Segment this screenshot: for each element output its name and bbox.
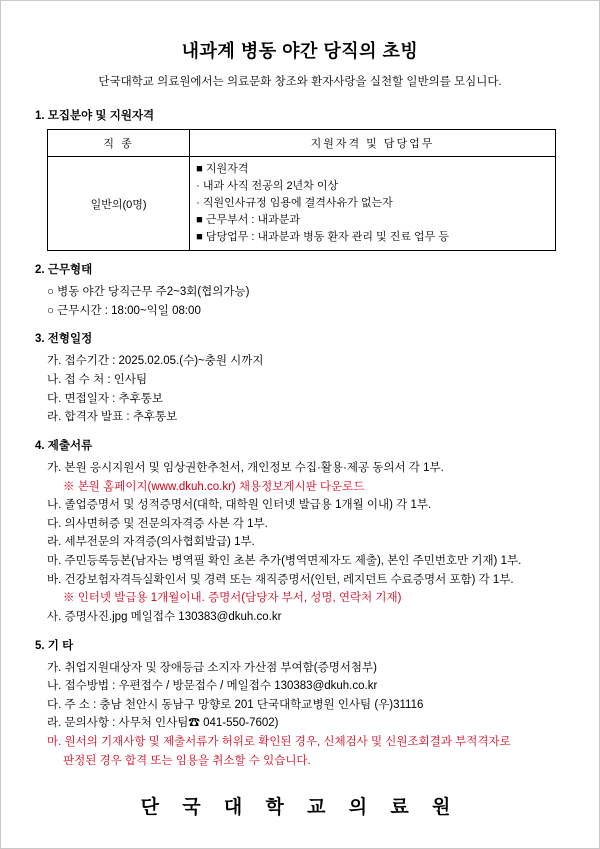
column-header-duty: 지원자격 및 담당업무 <box>190 130 556 157</box>
duty-line: · 내과 사직 전공의 2년차 이상 <box>196 180 339 193</box>
etc-list <box>47 659 565 771</box>
schedule-list <box>47 352 565 427</box>
documents-list <box>47 459 565 627</box>
duty-line: ■ 근무부서 : 내과분과 <box>196 214 301 227</box>
list-item: 가. 본원 응시지원서 및 임상권한추천서, 개인정보 수집·활용·제공 동의서 각 1부. <box>47 461 444 474</box>
section-schedule <box>35 330 565 427</box>
section-heading: 1. 모집분야 및 지원자격 <box>35 110 155 122</box>
list-item: 라. 합격자 발표 : 추후통보 <box>47 411 178 424</box>
page-subtitle: 단국대학교 의료원에서는 의료문화 창조와 환자사랑을 실천할 일반의를 모심니다. <box>98 76 502 88</box>
list-item: 나. 접 수 처 : 인사팀 <box>47 374 148 387</box>
list-item: ○ 근무시간 : 18:00~익일 08:00 <box>47 304 201 317</box>
list-item: 사. 증명사진.jpg 메일접수 130383@dkuh.co.kr <box>47 610 282 623</box>
section-recruitment-field <box>35 107 565 251</box>
section-heading: 2. 근무형태 <box>35 264 93 277</box>
duty-line: · 직원인사규정 임용에 결격사유가 없는자 <box>196 197 393 210</box>
list-item: 다. 의사면허증 및 전문의자격증 사본 각 1부. <box>47 517 268 530</box>
list-item-warning: 판정된 경우 합격 또는 임용을 취소할 수 있습니다. <box>63 754 311 767</box>
cell-job-type: 일반의(0명) <box>48 157 190 251</box>
table-header-row <box>48 130 556 157</box>
section-work-type <box>35 261 565 320</box>
section-heading: 3. 전형일정 <box>35 333 93 346</box>
work-type-list <box>47 283 565 320</box>
list-item: 마. 주민등록등본(남자는 병역필 확인 초본 추가(병역면제자도 제출), 본인 주민번호만 기재) 1부. <box>47 555 522 568</box>
qualification-table <box>47 129 556 251</box>
section-etc <box>35 637 565 771</box>
list-item: 나. 접수방법 : 우편접수 / 방문접수 / 메일접수 130383@dkuh.co.kr <box>47 680 378 693</box>
list-item: 다. 주 소 : 충남 천안시 동남구 망향로 201 단국대학교병원 인사팀 (우)31116 <box>47 698 424 711</box>
list-item: 나. 졸업증명서 및 성적증명서(대학, 대학원 인터넷 발급용 1개월 이내) 각 1부. <box>47 499 432 512</box>
list-item: 다. 면접일자 : 추후통보 <box>47 392 163 405</box>
list-item: ○ 병동 야간 당직근무 주2~3회(협의가능) <box>47 286 250 299</box>
list-item: 바. 건강보험자격득실확인서 및 경력 또는 재직증명서(인턴, 레지던트 수료증명서 포함) 각 1부. <box>47 573 514 586</box>
section-documents <box>35 437 565 627</box>
page-title: 내과계 병동 야간 당직의 초빙 <box>181 41 419 61</box>
list-item: 라. 문의사항 : 사무처 인사팀☎ 041-550-7602) <box>47 717 279 730</box>
footer-organization: 단 국 대 학 교 의 료 원 <box>140 797 460 819</box>
duty-line: ■ 담당업무 : 내과분과 병동 환자 관리 및 진료 업무 등 <box>196 231 449 244</box>
table-row <box>48 157 556 251</box>
section-heading: 4. 제출서류 <box>35 439 93 452</box>
list-item-note: ※ 인터넷 발급용 1개월이내. 증명서(담당자 부서, 성명, 연락처 기재) <box>63 592 402 605</box>
section-heading: 5. 기 타 <box>35 639 74 652</box>
list-item-warning: 마. 원서의 기재사항 및 제출서류가 허위로 확인된 경우, 신체검사 및 신원조회결과 부적격자로 <box>47 736 511 749</box>
column-header-job: 직 종 <box>48 130 190 157</box>
list-item-note: ※ 본원 홈페이지(www.dkuh.co.kr) 채용정보게시판 다운로드 <box>63 480 365 493</box>
duty-line: ■ 지원자격 <box>196 163 249 175</box>
list-item: 가. 접수기간 : 2025.02.05.(수)~충원 시까지 <box>47 355 264 368</box>
cell-duty-list <box>190 157 556 251</box>
list-item: 가. 취업지원대상자 및 장애등급 소지자 가산점 부여함(증명서첨부) <box>47 661 377 674</box>
list-item: 라. 세부전문의 자격증(의사협회발급) 1부. <box>47 536 255 549</box>
